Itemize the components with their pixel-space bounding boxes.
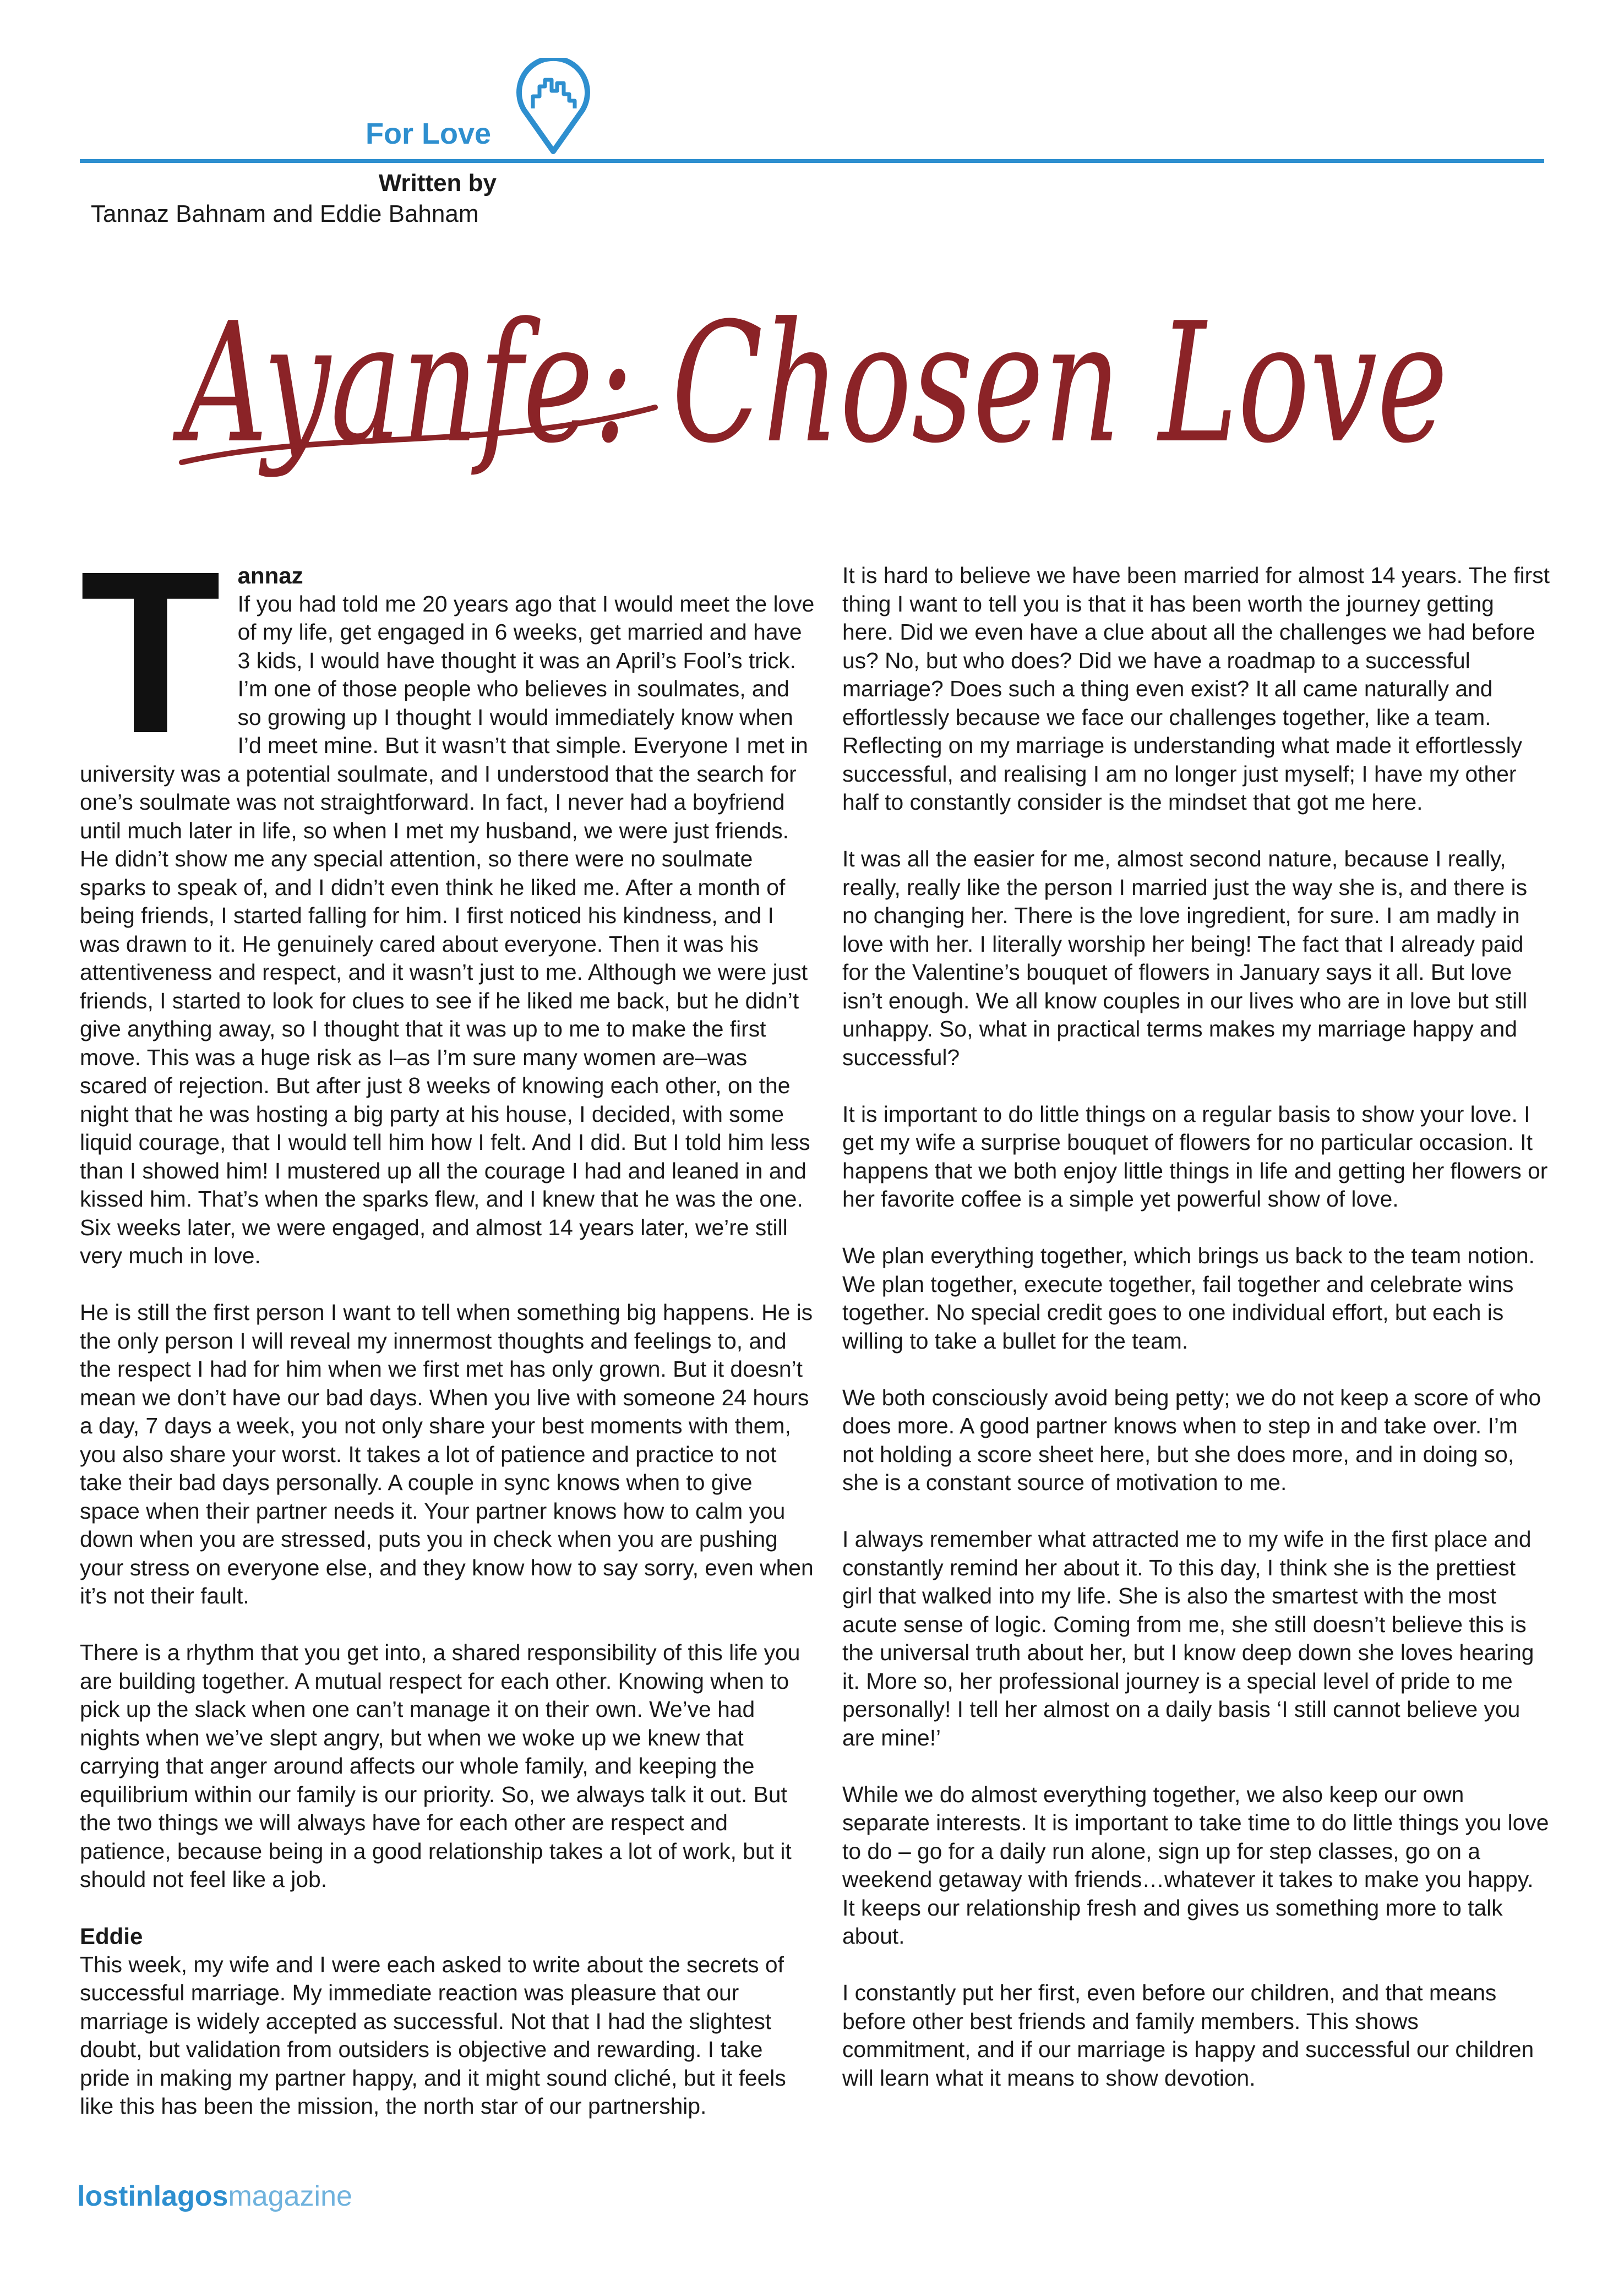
eddie-paragraph: This week, my wife and I were each asked to write about the secrets of successful marriage. My immediate reaction was pleasure that our marriage is widely accepted as successful. Not that I had the slightest doubt, but validation from outsiders is objective and rewarding. I take pride in making my partner happy, and it might sound cliché, but it feels like this has been the mission, the north star of our partnership. <box>80 1951 786 2119</box>
tannaz-paragraph: He is still the first person I want to tell when something big happens. He is the only person I will reveal my innermost thoughts and feelings to, and the respect I had for him when we first met has only grown. But it doesn’t mean we don’t have our bad days. When you live with someone 24 hours a day, 7 days a week, you not only share your best moments with them, you also share your worst. It takes a lot of patience and practice to not take their bad days personally. A couple in sync knows when to give space when their partner needs it. Your partner knows how to calm you down when you are stressed, puts you in check when you are pushing your stress on everyone else, and they know how to say sorry, even when it’s not their fault. <box>80 1300 814 1608</box>
eddie-paragraph: I constantly put her first, even before our children, and that means before other best friends and family members. This shows commitment, and if our marriage is happy and successful our children will learn what it means to show devotion. <box>842 1980 1534 2091</box>
header-rule <box>80 159 1544 163</box>
eddie-paragraph: It was all the easier for me, almost second nature, because I really, really, really like the person I married just the way she is, and there is no changing her. There is the love ingredient, for sure. I am madly in love with her. I literally worship her being! The fact that I already paid for the Valentine’s bouquet of flowers in January says it all. But love isn’t enough. We all know couples in our lives who are in love but still unhappy. So, what in practical terms makes my marriage happy and successful? <box>842 846 1528 1070</box>
map-pin-city-icon <box>512 58 595 157</box>
drop-cap: T <box>80 523 221 782</box>
brand-bold: lostinlagos <box>77 2180 228 2212</box>
eddie-paragraph: It is hard to believe we have been married for almost 14 years. The first thing I want to tell you is that it has been worth the journey getting here. Did we even have a clue about all the challenges we had before us? No, but who does? Did we have a roadmap to a successful marriage? Does such a thing even exist? It all came naturally and effortlessly because we face our challenges together, like a team. Reflecting on my marriage is understanding what made it effortlessly successful, and realising I am no longer just myself; I have my other half to constantly consider is the mindset that got me here. <box>842 563 1550 815</box>
byline-label: Written by <box>378 170 497 197</box>
eddie-paragraph: While we do almost everything together, we also keep our own separate interests. It is important to take time to do little things you love to do – go for a daily run alone, sign up for step classes, go on a weekend getaway with friends…whatever it takes to make you happy. It keeps our relationship fresh and gives us something more to talk about. <box>842 1781 1549 1949</box>
tannaz-paragraph: If you had told me 20 years ago that I would meet the love of my life, get engaged in 6 weeks, get married and have 3 kids, I would have thought it was an April’s Fool’s trick. I’m one of those people who believes in soulmates, and so growing up I thought I would immediately know when I’d meet mine. But it wasn’t that simple. Everyone I met in university was a potential soulmate, and I understood that the search for one’s soulmate was not straightforward. In fact, I never had a boyfriend until much later in life, so when I met my husband, we were just friends. He didn’t show me any special attention, so there were no soulmate sparks to speak of, and I didn’t even think he liked me. After a month of being friends, I started falling for him. I first noticed his kindness, and I was drawn to it. He genuinely cared about everyone. Then it was his attentiveness and respect, and it wasn’t just to me. Although we were just friends, I started to look for clues to see if he liked me back, but he didn’t give anything away, so I thought that it was up to me to make the first move. This was a huge risk as I–as I’m sure many women are–was scared of rejection. But after just 8 weeks of knowing each other, on the night that he was hosting a big party at his house, I decided, with some liquid courage, that I would tell him how I felt. And I did. But I told him less than I showed him! I mustered up all the courage I had and leaned in and kissed him. That’s when the sparks flew, and I knew that he was the one. Six weeks later, we were engaged, and almost 14 years later, we’re still very much in love. <box>80 591 815 1268</box>
tannaz-heading: annaz <box>237 563 303 588</box>
article-column-right <box>842 561 1550 2092</box>
tannaz-paragraph: There is a rhythm that you get into, a shared responsibility of this life you are building together. A mutual respect for each other. Knowing when to pick up the slack when one can’t manage it on their own. We’ve had nights when we’ve slept angry, but when we woke up we knew that carrying that anger around affects our whole family, and keeping the equilibrium within our family is our priority. So, we always talk it out. But the two things we will always have for each other are respect and patience, because being in a good relationship takes a lot of work, but it should not feel like a job. <box>80 1640 800 1892</box>
eddie-paragraph: We plan everything together, which brings us back to the team notion. We plan together, execute together, fail together and celebrate wins together. No special credit goes to one individual effort, but each is willing to take a bullet for the team. <box>842 1243 1535 1354</box>
byline-authors: Tannaz Bahnam and Eddie Bahnam <box>91 200 479 227</box>
brand-light: magazine <box>228 2180 352 2212</box>
article-title <box>160 242 1470 539</box>
article-title-text: Ayanfe: Chosen Love <box>172 287 1448 479</box>
eddie-paragraph: It is important to do little things on a regular basis to show your love. I get my wife a surprise bouquet of flowers for no particular occasion. It happens that we both enjoy little things in life and getting her flowers or her favorite coffee is a simple yet powerful show of love. <box>842 1101 1548 1212</box>
eddie-heading: Eddie <box>80 1923 143 1949</box>
eddie-paragraph: We both consciously avoid being petty; we do not keep a score of who does more. A good partner knows when to step in and take over. I’m not holding a score sheet here, but she does more, and in doing so, she is a constant source of motivation to me. <box>842 1384 1541 1495</box>
eddie-paragraph: I always remember what attracted me to my wife in the first place and constantly remind her about it. To this day, I think she is the prettiest girl that walked into my life. She is also the smartest with the most acute sense of logic. Coming from me, she still doesn’t believe this is the universal truth about her, but I know deep down she loves hearing it. More so, her professional journey is a special level of pride to me personally! I tell her almost on a daily basis ‘I still cannot believe you are mine!’ <box>842 1526 1534 1750</box>
section-label: For Love <box>366 117 492 150</box>
magazine-brand <box>77 2180 352 2213</box>
article-column-left <box>80 523 818 2121</box>
